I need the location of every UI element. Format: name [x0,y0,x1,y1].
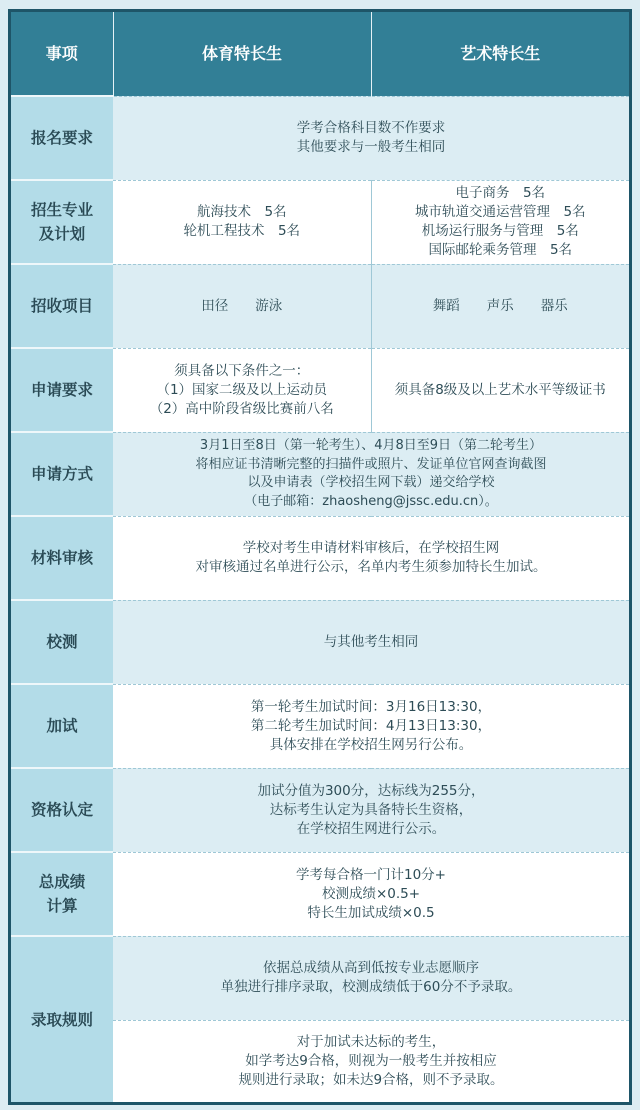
text-line: 机场运行服务与管理 5名 [421,223,579,239]
row-label: 材料审核 [11,516,113,600]
sports-requirements-cell [113,348,371,432]
extra-test-cell [113,684,629,768]
text-line: 国际邮轮乘务管理 5名 [428,242,573,258]
row-label: 申请方式 [11,432,113,516]
admission-table [11,12,629,1102]
row-label: 申请要求 [11,348,113,432]
row-label: 资格认定 [11,768,113,852]
text-line: 对审核通过名单进行公示，名单内考生须参加特长生加试。 [195,559,547,575]
qualification-cell [113,768,629,852]
text-line: （2）高中阶段省级比赛前八名 [149,400,334,417]
table-row [11,936,629,1020]
arts-majors-cell [371,180,629,264]
row-label: 录取规则 [11,936,113,1102]
text-line: 第二轮考生加试时间：4月13日13:30， [250,717,492,734]
header-sports: 体育特长生 [113,12,371,96]
text-line: 单独进行排序录取，校测成绩低于60分不予录取。 [220,979,522,995]
sports-projects-cell: 田径 游泳 [113,264,371,348]
text-line: 学校对考生申请材料审核后，在学校招生网 [242,540,500,556]
text-line: 对于加试未达标的考生， [296,1033,446,1050]
text-line: 规则进行录取；如未达9合格，则不予录取。 [238,1071,504,1088]
text-line: 达标考生认定为具备特长生资格， [269,801,473,818]
text-line: 城市轨道交通运营管理 5名 [414,204,586,220]
table-row [11,684,629,768]
text-line: 3月1日至8日（第一轮考生）、4月8日至9日（第二轮考生） [199,438,543,453]
text-line: 在学校招生网进行公示。 [296,820,446,837]
table-row [11,264,629,348]
label-line: 计算 [46,897,78,915]
text-line: 如学考达9合格，则视为一般考生并按相应 [245,1052,497,1069]
text-line: 特长生加试成绩×0.5 [307,904,435,921]
label-line: 总成绩 [38,873,86,891]
header-item: 事项 [11,12,113,96]
email-text: （电子邮箱：zhaosheng@jssc.edu.cn）。 [244,493,498,509]
row-label: 招收项目 [11,264,113,348]
text-line: 学考每合格一门计10分+ [296,866,446,883]
method-cell [113,432,629,516]
row-label: 校测 [11,600,113,684]
text-line: 校测成绩×0.5+ [321,885,421,902]
header-arts: 艺术特长生 [371,12,629,96]
text-line: 加试分值为300分，达标线为255分， [257,782,485,799]
total-score-cell [113,852,629,936]
table-row [11,600,629,684]
row-label [11,852,113,936]
text-line: 第一轮考生加试时间：3月16日13:30， [250,698,492,715]
table-row [11,348,629,432]
row-label [11,180,113,264]
table-row [11,768,629,852]
test-cell: 与其他考生相同 [113,600,629,684]
label-line: 招生专业 [30,201,93,219]
label-line: 及计划 [38,225,86,243]
text-line: （1）国家二级及以上运动员 [156,381,328,398]
text-line: 具体安排在学校招生网另行公布。 [269,736,473,753]
table-row [11,180,629,264]
text-line: 电子商务 5名 [455,185,546,201]
table-row [11,432,629,516]
text-line: 依据总成绩从高到低按专业志愿顺序 [263,960,479,976]
text-line: 须具备以下条件之一： [174,362,310,379]
text-line: 学考合格科目数不作要求 [296,120,446,136]
text-line: 将相应证书清晰完整的扫描件或照片、发证单位官网查询截图 [195,456,547,472]
admission-rule-1 [113,936,629,1020]
row-label: 报名要求 [11,96,113,180]
arts-requirements-cell: 须具备8级及以上艺术水平等级证书 [371,348,629,432]
admission-table-frame [8,9,632,1105]
table-row [11,96,629,180]
text-line: 以及申请表（学校招生网下载）递交给学校 [247,475,495,490]
arts-projects-cell: 舞蹈 声乐 器乐 [371,264,629,348]
text-line: 其他要求与一般考生相同 [296,139,446,155]
text-line: 航海技术 5名 [196,204,287,220]
text-line: 轮机工程技术 5名 [183,223,301,239]
signup-cell [113,96,629,180]
table-header [11,12,629,96]
table-row [11,852,629,936]
sports-majors-cell [113,180,371,264]
review-cell [113,516,629,600]
row-label: 加试 [11,684,113,768]
table-row [11,516,629,600]
admission-rule-2 [113,1020,629,1102]
